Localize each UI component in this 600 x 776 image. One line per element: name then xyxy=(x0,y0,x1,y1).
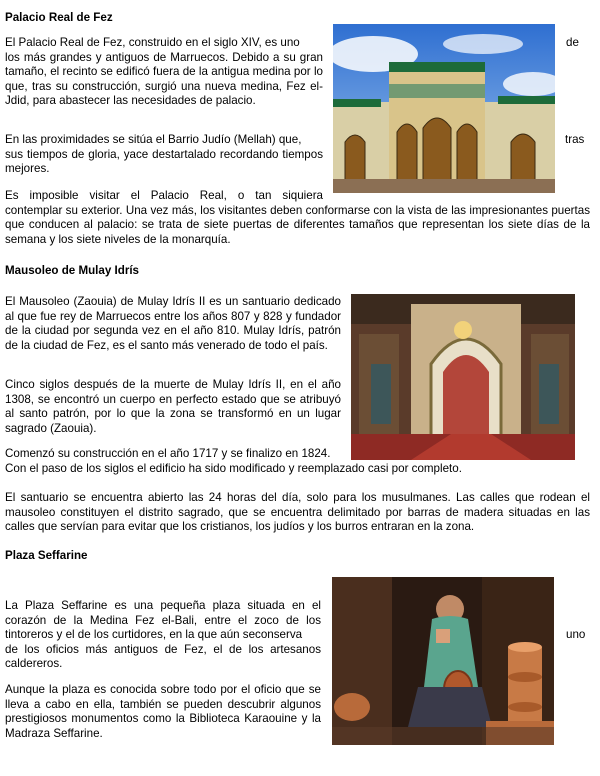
palacio-paragraph-3-start: Es imposible visitar el Palacio Real, o tan siquiera xyxy=(5,189,323,202)
palacio-paragraph-1-rest: los más grandes y antiguos de Marruecos. Debido a su gran tamaño, el recinto se edificó fuera de la antigua medina por lo que, tras su construcción, surgió una nueva medina, Fez el-Jdid, para abastecer las necesidades de palacio. xyxy=(5,50,323,107)
section-title-seffarine: Plaza Seffarine xyxy=(5,549,88,562)
coppersmith-photo xyxy=(332,577,554,745)
mausoleo-paragraph-3-start: Comenzó su construcción en el año 1717 y se finalizo en 1824. xyxy=(5,447,331,460)
royal-palace-photo xyxy=(333,24,555,193)
mausoleo-paragraph-4: El santuario se encuentra abierto las 24 horas del día, solo para los musulmanes. Las calles que rodean el mausoleo constituyen el distrito sagrado, que se encuentra delimitado por barras de madera situadas en las calles que servían para evitar que los cristianos, los judíos y los burros entraran en la zona. xyxy=(5,491,590,533)
mausoleo-paragraph-2: Cinco siglos después de la muerte de Mulay Idrís II, en el año 1308, se encontró un cuerpo en perfecto estado que se atribuyó al santo patrón, por lo que la zona se transformó en un lugar sagrado (Zaouia). xyxy=(5,378,341,435)
seffarine-paragraph-1-tail: uno xyxy=(566,628,586,641)
palacio-paragraph-2-rest: sus tiempos de gloria, yace destartalado recordando tiempos mejores. xyxy=(5,147,323,175)
seffarine-paragraph-1-rest: de los oficios más antiguos de Fez, el de los artesanos caldereros. xyxy=(5,642,321,670)
mausoleum-interior-photo-icon xyxy=(351,294,575,460)
seffarine-paragraph-1: La Plaza Seffarine es una pequeña plaza situada en el corazón de la Medina Fez el-Bali, entre el zoco de los tintoreros y el de los curtidores, en la que aún seconserva xyxy=(5,599,321,641)
mausoleo-paragraph-3: Con el paso de los siglos el edificio ha sido modificado y reemplazado casi por completo. xyxy=(5,461,462,475)
palacio-paragraph-2: En las proximidades se sitúa el Barrio Judío (Mellah) que, xyxy=(5,133,302,146)
palacio-paragraph-2-tail: tras xyxy=(565,133,585,146)
royal-palace-gates-photo-icon xyxy=(333,24,555,193)
section-title-mausoleo: Mausoleo de Mulay Idrís xyxy=(5,264,140,277)
palacio-paragraph-3: contemplar su exterior. Una vez más, los visitantes deben conformarse con la vista de las impresionantes puertas que conducen al palacio: se trata de siete puertas de diferentes tamaños que representan los siete días de la semana y los siete niveles de la monarquía. xyxy=(5,203,590,246)
mausoleum-photo xyxy=(351,294,575,460)
palacio-paragraph-1: El Palacio Real de Fez, construido en el siglo XIV, es uno xyxy=(5,36,300,49)
section-title-palacio: Palacio Real de Fez xyxy=(5,11,113,24)
mausoleo-paragraph-1: El Mausoleo (Zaouia) de Mulay Idrís II es un santuario dedicado al que fue rey de Marruecos entre los años 807 y 828 y fundador de la ciudad por segunda vez en el año 810. Mulay Idrís, patrón de la ciudad de Fez, es el santo más venerado de todo el país. xyxy=(5,295,341,352)
seffarine-paragraph-2: Aunque la plaza es conocida sobre todo por el oficio que se lleva a cabo en ella, también se pueden descubrir algunos prestigiosos monumentos como la Biblioteca Karaouine y la Madraza Seffarine. xyxy=(5,683,321,740)
palacio-paragraph-1-tail: de xyxy=(566,36,579,49)
coppersmith-photo-icon xyxy=(332,577,554,745)
